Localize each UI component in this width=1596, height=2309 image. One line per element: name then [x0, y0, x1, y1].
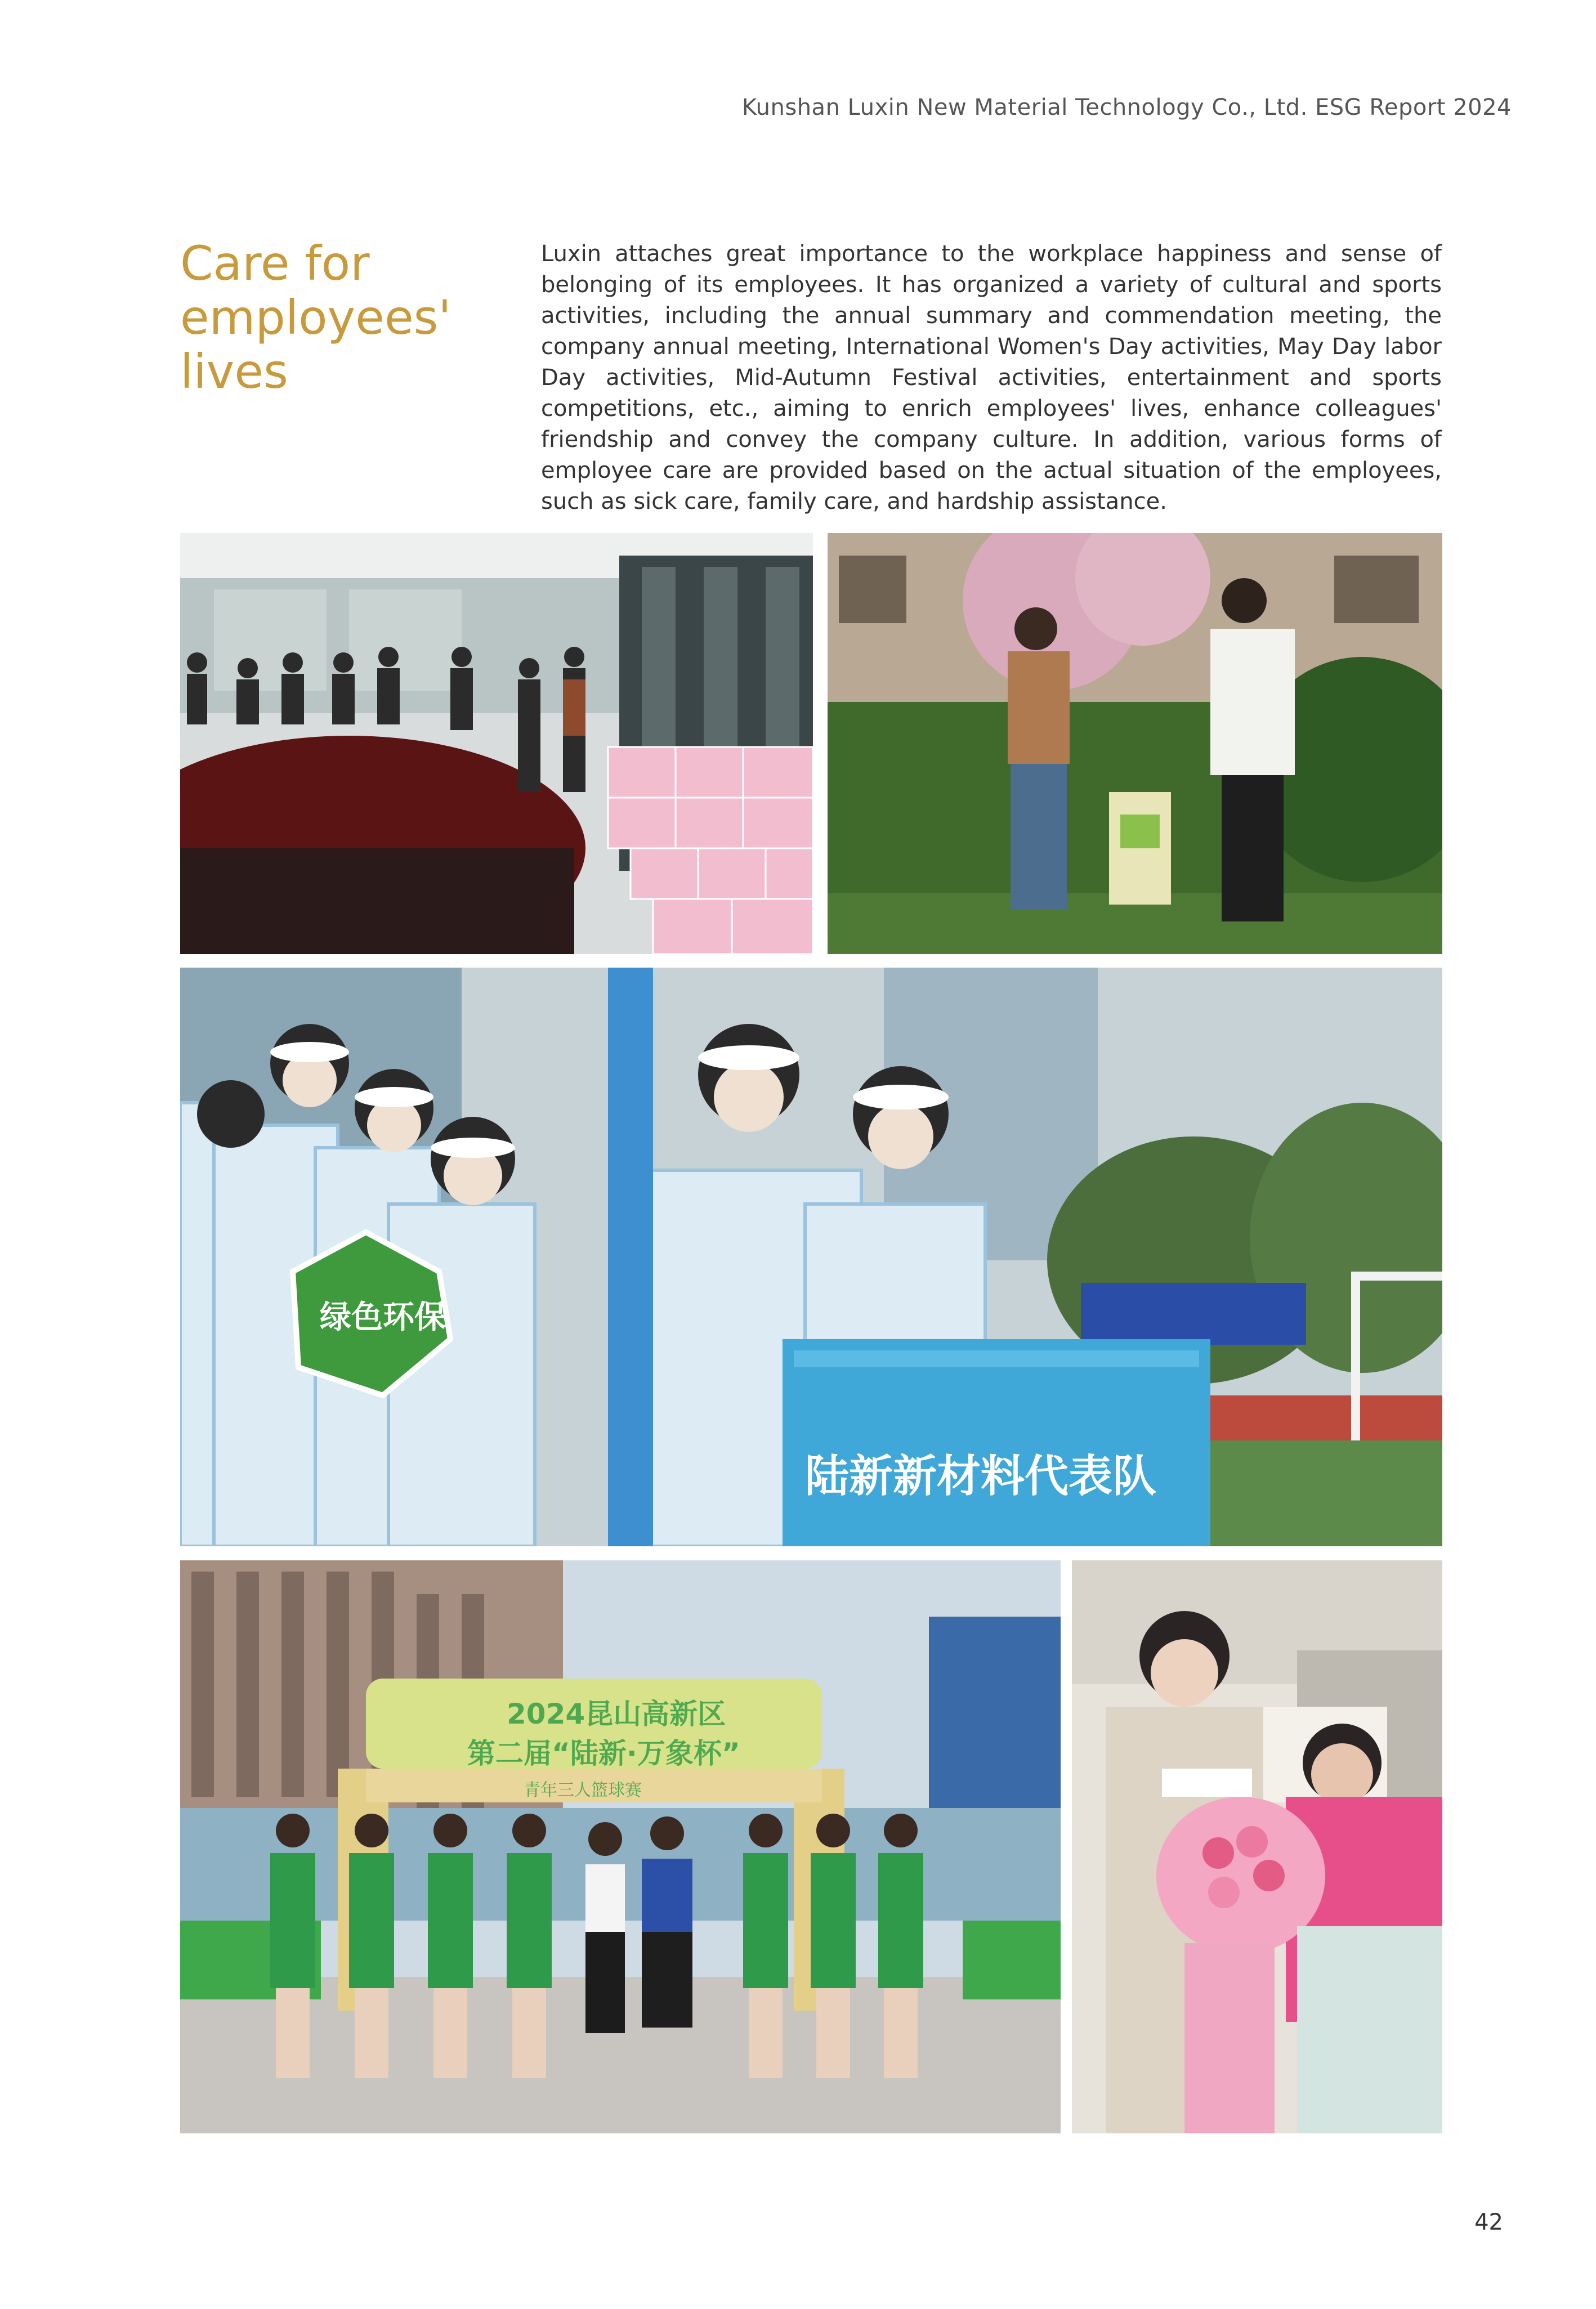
green-sign-text: 绿色环保 [320, 1299, 446, 1336]
team-sign-text: 陆新新材料代表队 [805, 1451, 1157, 1502]
arch-title-line1: 2024昆山高新区 [507, 1698, 726, 1730]
photo-sick-care-visit [1072, 1560, 1442, 2133]
section-intro: Luxin attaches great importance to the workplace happiness and sense of belonging of its employees. It has organized a variety of cultural and sports activities, including the annual summary and commendation meeting, the company annual meeting, International Women's Day activities, May Day labor Day activities, Mid-Autumn Festival activities, entertainment and sports competitions, etc., aiming to enrich employees' lives, enhance colleagues' friendship and convey the company culture. In addition, various forms of employee care are provided based on the actual situation of the employees, such as sick care, family care, and hardship assistance. [541, 241, 1442, 514]
photo-family-care-visit [828, 533, 1442, 954]
arch-title-line3: 青年三人篮球赛 [524, 1780, 642, 1800]
photo-gift-distribution [180, 533, 813, 954]
section-title: Care for employees' lives [180, 236, 451, 399]
page-number: 42 [1474, 2209, 1503, 2235]
report-header: Kunshan Luxin New Material Technology Co., Ltd. ESG Report 2024 [741, 95, 1512, 120]
photo-basketball-team [180, 1560, 1061, 2133]
arch-title-line2: 第二届“陆新·万象杯” [467, 1737, 740, 1770]
photo-sports-team [180, 968, 1442, 1546]
